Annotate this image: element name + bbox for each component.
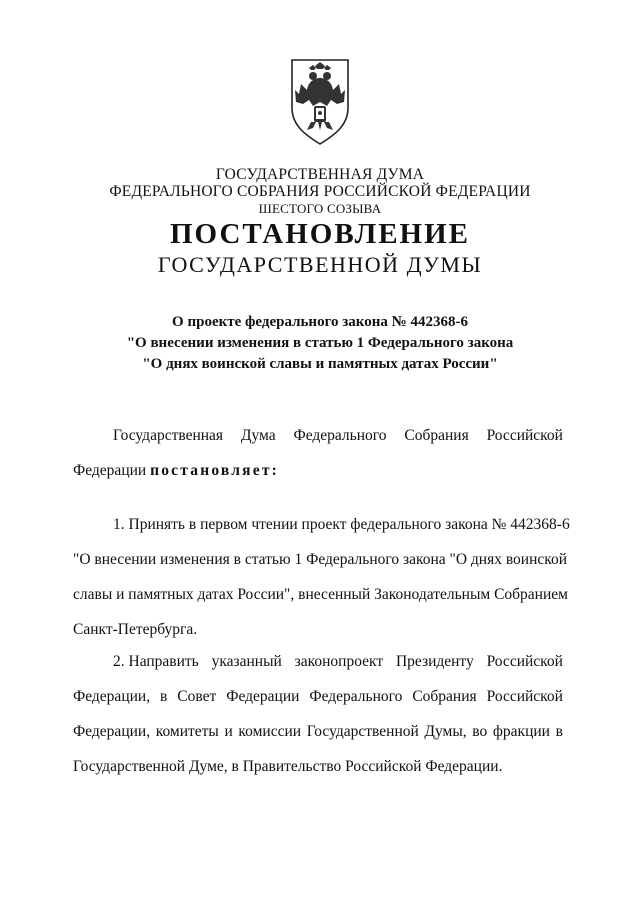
item-2-word: Федерации,	[73, 688, 151, 705]
item-1-line: 1. Принять в первом чтении проект федерального закона № 442368-6	[113, 516, 570, 533]
document-subtitle: ГОСУДАРСТВЕННОЙ ДУМЫ	[157, 252, 483, 277]
item-2-word: фракции	[492, 723, 550, 740]
preamble-word: Дума	[240, 427, 276, 444]
item-2-word: Российской	[486, 653, 563, 670]
item-2-word: комитеты	[155, 723, 219, 740]
preamble-word: Государственная	[113, 427, 224, 444]
subject-line: "О внесении изменения в статью 1 Федерального закона	[126, 335, 514, 351]
item-2-word: Совет	[177, 688, 217, 705]
preamble-line2-start: Федерации	[73, 462, 147, 479]
subject-line: "О днях воинской славы и памятных датах России"	[142, 356, 498, 372]
header-line-assembly: ФЕДЕРАЛЬНОГО СОБРАНИЯ РОССИЙСКОЙ ФЕДЕРАЦИИ	[109, 183, 531, 200]
preamble-paragraph	[73, 418, 563, 488]
item-2-word: Государственной	[306, 723, 419, 740]
subject-line: О проекте федерального закона № 442368-6	[172, 314, 468, 330]
item-2-word: Российской	[486, 688, 563, 705]
item-2-word: указанный	[211, 653, 282, 670]
preamble-word: Федерального	[293, 427, 387, 444]
item-2-word: законопроект	[294, 653, 384, 670]
item-2-word: Федерации	[226, 688, 300, 705]
resolves-word: постановляет:	[150, 462, 279, 479]
preamble-line-2	[73, 453, 563, 488]
item-2-paragraph	[73, 644, 563, 784]
item-2-word: комиссии	[238, 723, 302, 740]
double-headed-eagle-emblem-icon	[287, 56, 353, 148]
item-2-line-2	[73, 679, 563, 714]
issuer-header	[0, 166, 640, 217]
preamble-word: Российской	[486, 427, 563, 444]
item-2-word: в	[555, 723, 563, 740]
preamble-line-1	[73, 418, 563, 453]
item-2-line-4: Государственной Думе, в Правительство Российской Федерации.	[73, 758, 503, 775]
item-2-word: Думы,	[424, 723, 467, 740]
item-2-word: и	[224, 723, 233, 740]
item-2-word: Федерального	[309, 688, 403, 705]
item-2-line-3	[73, 714, 563, 749]
item-2-word: 2. Направить	[113, 653, 199, 670]
item-2-word: Президенту	[395, 653, 474, 670]
item-1-line: "О внесении изменения в статью 1 Федерального закона "О днях воинской	[73, 551, 568, 568]
item-1-line: славы и памятных датах России", внесенный Законодательным Собранием	[73, 586, 568, 603]
preamble-word: Собрания	[404, 427, 469, 444]
item-1-paragraph	[73, 507, 570, 647]
item-2-word: в	[160, 688, 168, 705]
item-2-line-1	[73, 644, 563, 679]
document-subject	[0, 312, 640, 375]
item-2-word: Федерации,	[73, 723, 151, 740]
header-line-duma: ГОСУДАРСТВЕННАЯ ДУМА	[215, 166, 425, 183]
header-line-convocation: ШЕСТОГО СОЗЫВА	[258, 201, 382, 216]
item-1-line: Санкт-Петербурга.	[73, 621, 198, 638]
document-title: ПОСТАНОВЛЕНИЕ	[169, 218, 470, 250]
item-2-word: во	[472, 723, 488, 740]
item-2-word: Собрания	[412, 688, 477, 705]
